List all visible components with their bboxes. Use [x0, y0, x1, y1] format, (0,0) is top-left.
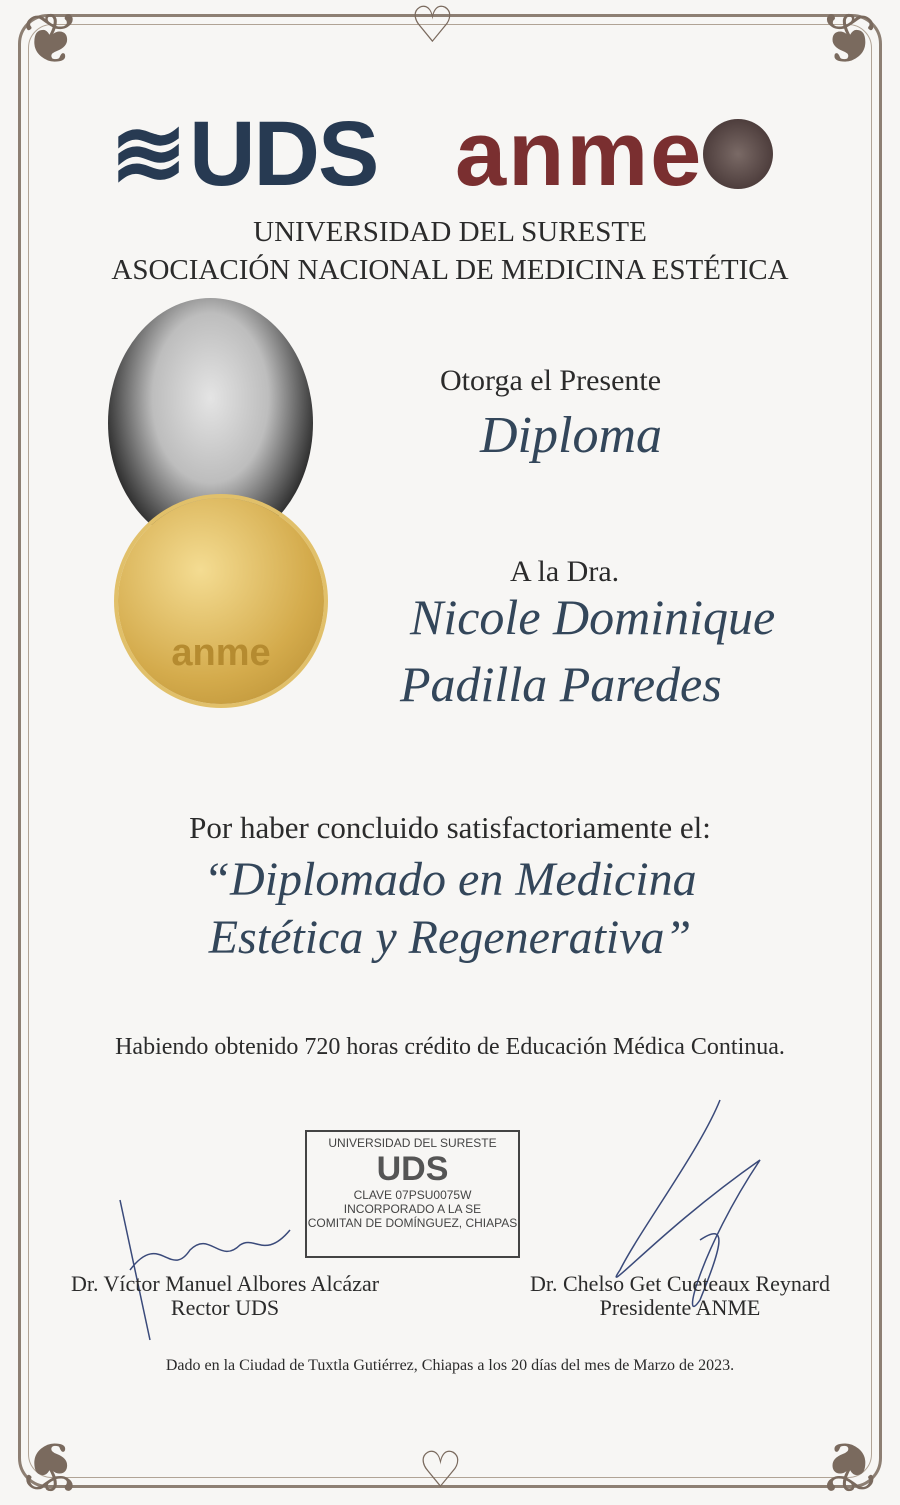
- signature-block-rector: [40, 1272, 410, 1320]
- stamp-line: CLAVE 07PSU0075W: [353, 1188, 472, 1202]
- course-name-line1: “Diplomado en Medicina: [203, 853, 697, 906]
- signatory-name: Dr. Víctor Manuel Albores Alcázar: [70, 1271, 380, 1296]
- gold-seal: anme: [118, 498, 324, 704]
- recipient-name-line2: Padilla Paredes: [400, 656, 722, 712]
- signatory-role: Rector UDS: [170, 1295, 280, 1320]
- award-intro: Otorga el Presente: [440, 364, 662, 397]
- top-ornament-icon: ♡: [410, 0, 455, 53]
- corner-ornament-icon: ❦: [22, 1426, 81, 1503]
- signature-block-president: [495, 1272, 865, 1320]
- institution-name-2: ASOCIACIÓN NACIONAL DE MEDICINA ESTÉTICA: [111, 254, 789, 286]
- corner-ornament-icon: ❦: [22, 2, 81, 79]
- uds-logo: ≋UDS: [110, 103, 378, 205]
- bottom-ornament-icon: ♡: [418, 1442, 463, 1498]
- stamp-line: COMITAN DE DOMÍNGUEZ, CHIAPAS: [307, 1216, 518, 1230]
- issue-date-text: Dado en la Ciudad de Tuxtla Gutiérrez, Chiapas a los 20 días del mes de Marzo de 2023.: [165, 1357, 735, 1374]
- course-name-line2: Estética y Regenerativa”: [208, 911, 692, 964]
- salutation: A la Dra.: [510, 555, 620, 588]
- institution-name-1: UNIVERSIDAD DEL SURESTE: [253, 216, 647, 248]
- award-title: Diploma: [480, 407, 662, 464]
- corner-ornament-icon: ❦: [819, 2, 878, 79]
- credits-text: Habiendo obtenido 720 horas crédito de Educación Médica Continua.: [115, 1034, 785, 1060]
- signatory-name: Dr. Chelso Get Cueteaux Reynard: [530, 1271, 830, 1296]
- stamp-line: INCORPORADO A LA SE: [343, 1202, 482, 1216]
- anme-logo: anme: [455, 102, 773, 207]
- corner-ornament-icon: ❦: [819, 1426, 878, 1503]
- stamp-logo: UDS: [376, 1150, 449, 1188]
- stamp-line: UNIVERSIDAD DEL SURESTE: [328, 1136, 497, 1150]
- reason-intro: Por haber concluido satisfactoriamente el:: [189, 810, 711, 845]
- signatory-role: Presidente ANME: [599, 1295, 761, 1320]
- recipient-name-line1: Nicole Dominique: [410, 589, 776, 645]
